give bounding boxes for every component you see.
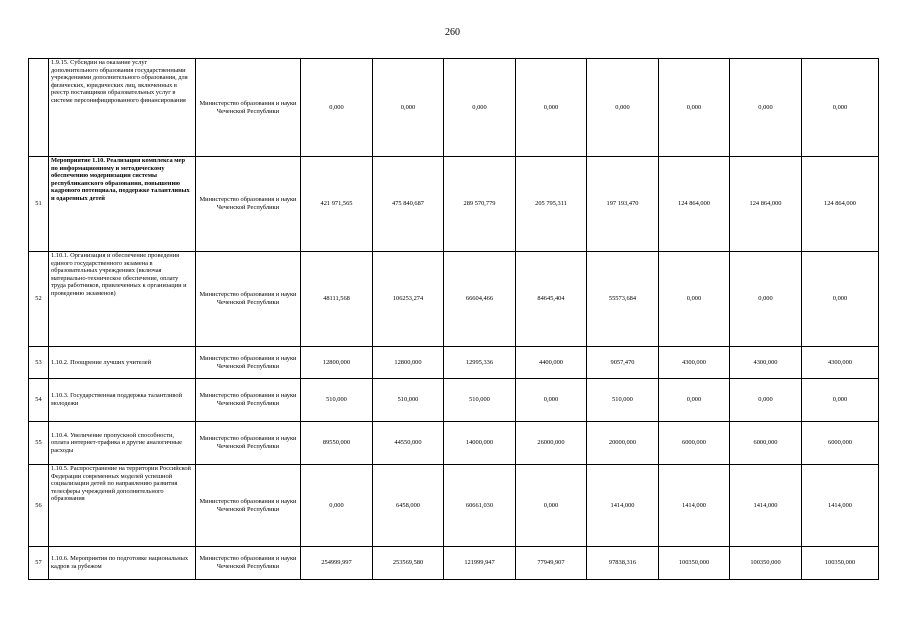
funding-value: 12995,336 <box>444 347 516 379</box>
funding-value: 100350,000 <box>730 547 802 580</box>
table-row <box>29 347 879 379</box>
row-number: 57 <box>29 547 49 580</box>
funding-value: 510,000 <box>373 379 444 422</box>
funding-value: 0,000 <box>516 465 587 547</box>
activity-name: 1.10.2. Поощрение лучших учителей <box>49 347 196 379</box>
funding-value: 97838,316 <box>587 547 659 580</box>
row-number: 51 <box>29 157 49 252</box>
funding-value: 1414,000 <box>659 465 730 547</box>
table-row <box>29 157 879 252</box>
row-number: 55 <box>29 422 49 465</box>
funding-value: 0,000 <box>516 379 587 422</box>
funding-value: 84645,404 <box>516 252 587 347</box>
table-row <box>29 379 879 422</box>
table-body <box>29 59 879 580</box>
responsible-organization: Министерство образования и науки Чеченской Республики <box>196 547 301 580</box>
funding-value: 6000,000 <box>730 422 802 465</box>
funding-value: 48111,568 <box>301 252 373 347</box>
row-number: 54 <box>29 379 49 422</box>
activity-name: 1.10.6. Мероприятия по подготовке национальных кадров за рубежом <box>49 547 196 580</box>
table-row <box>29 465 879 547</box>
funding-value: 510,000 <box>444 379 516 422</box>
funding-value: 475 840,687 <box>373 157 444 252</box>
funding-value: 12800,000 <box>373 347 444 379</box>
responsible-organization: Министерство образования и науки Чеченской Республики <box>196 379 301 422</box>
budget-table <box>28 58 879 580</box>
funding-value: 66604,466 <box>444 252 516 347</box>
responsible-organization: Министерство образования и науки Чеченской Республики <box>196 422 301 465</box>
funding-value: 0,000 <box>587 59 659 157</box>
funding-value: 1414,000 <box>730 465 802 547</box>
row-number: 52 <box>29 252 49 347</box>
funding-value: 0,000 <box>444 59 516 157</box>
funding-value: 0,000 <box>802 59 879 157</box>
funding-value: 289 570,779 <box>444 157 516 252</box>
table-row <box>29 547 879 580</box>
funding-value: 197 193,470 <box>587 157 659 252</box>
funding-value: 20000,000 <box>587 422 659 465</box>
funding-value: 510,000 <box>587 379 659 422</box>
funding-value: 26000,000 <box>516 422 587 465</box>
funding-value: 0,000 <box>659 59 730 157</box>
funding-value: 0,000 <box>659 379 730 422</box>
table-row <box>29 422 879 465</box>
funding-value: 4300,000 <box>802 347 879 379</box>
funding-value: 4300,000 <box>730 347 802 379</box>
row-number <box>29 59 49 157</box>
funding-value: 106253,274 <box>373 252 444 347</box>
funding-value: 0,000 <box>659 252 730 347</box>
activity-name: 1.10.4. Увеличение пропускной способности, оплата интернет-трафика и другие аналогичные расходы <box>49 422 196 465</box>
funding-value: 0,000 <box>373 59 444 157</box>
row-number: 53 <box>29 347 49 379</box>
funding-value: 0,000 <box>802 379 879 422</box>
funding-value: 6000,000 <box>802 422 879 465</box>
funding-value: 4400,000 <box>516 347 587 379</box>
page-number: 260 <box>445 27 460 38</box>
funding-value: 421 971,565 <box>301 157 373 252</box>
responsible-organization: Министерство образования и науки Чеченской Республики <box>196 157 301 252</box>
activity-name: 1.9.15. Субсидии на оказание услуг дополнительного образования государственными учреждениями дополнительного образования, для физических, юридических лиц, включенных в реестр поставщиков образовательных услуг в системе персонифицированного финансирования <box>49 59 196 157</box>
responsible-organization: Министерство образования и науки Чеченской Республики <box>196 347 301 379</box>
funding-value: 6458,000 <box>373 465 444 547</box>
funding-value: 124 864,000 <box>802 157 879 252</box>
activity-name: 1.10.1. Организация и обеспечение проведения единого государственного экзамена в образовательных учреждениях (включая материально-техническое обеспечение, оплату труда работников, привлеченных к организации и проведению экзаменов) <box>49 252 196 347</box>
funding-value: 0,000 <box>516 59 587 157</box>
funding-value: 0,000 <box>730 252 802 347</box>
funding-value: 205 795,311 <box>516 157 587 252</box>
funding-value: 12800,000 <box>301 347 373 379</box>
funding-value: 77949,907 <box>516 547 587 580</box>
funding-value: 100350,000 <box>659 547 730 580</box>
activity-name: 1.10.3. Государственная поддержка талантливой молодежи <box>49 379 196 422</box>
funding-value: 4300,000 <box>659 347 730 379</box>
funding-value: 9057,470 <box>587 347 659 379</box>
funding-value: 100350,000 <box>802 547 879 580</box>
funding-value: 0,000 <box>730 59 802 157</box>
table-row <box>29 252 879 347</box>
funding-value: 510,000 <box>301 379 373 422</box>
funding-value: 0,000 <box>301 59 373 157</box>
funding-value: 0,000 <box>802 252 879 347</box>
funding-value: 1414,000 <box>587 465 659 547</box>
funding-value: 44550,000 <box>373 422 444 465</box>
funding-value: 14000,000 <box>444 422 516 465</box>
funding-value: 89550,000 <box>301 422 373 465</box>
responsible-organization: Министерство образования и науки Чеченской Республики <box>196 59 301 157</box>
funding-value: 0,000 <box>301 465 373 547</box>
funding-value: 124 864,000 <box>659 157 730 252</box>
funding-value: 1414,000 <box>802 465 879 547</box>
activity-name: 1.10.5. Распространение на территории Российской Федерации современных моделей успешной социализации детей по направлению развития телесферы учреждений дополнительного образования <box>49 465 196 547</box>
row-number: 56 <box>29 465 49 547</box>
funding-value: 124 864,000 <box>730 157 802 252</box>
table-row <box>29 59 879 157</box>
funding-value: 121999,947 <box>444 547 516 580</box>
activity-name: Мероприятие 1.10. Реализация комплекса мер по информационному и методическому обеспечению модернизации системы республиканского образования, повышению кадрового потенциала, поддержке талантливых и одаренных детей <box>49 157 196 252</box>
responsible-organization: Министерство образования и науки Чеченской Республики <box>196 465 301 547</box>
funding-value: 254999,997 <box>301 547 373 580</box>
funding-value: 60661,030 <box>444 465 516 547</box>
responsible-organization: Министерство образования и науки Чеченской Республики <box>196 252 301 347</box>
funding-value: 6000,000 <box>659 422 730 465</box>
funding-value: 55573,684 <box>587 252 659 347</box>
funding-value: 253569,580 <box>373 547 444 580</box>
funding-value: 0,000 <box>730 379 802 422</box>
